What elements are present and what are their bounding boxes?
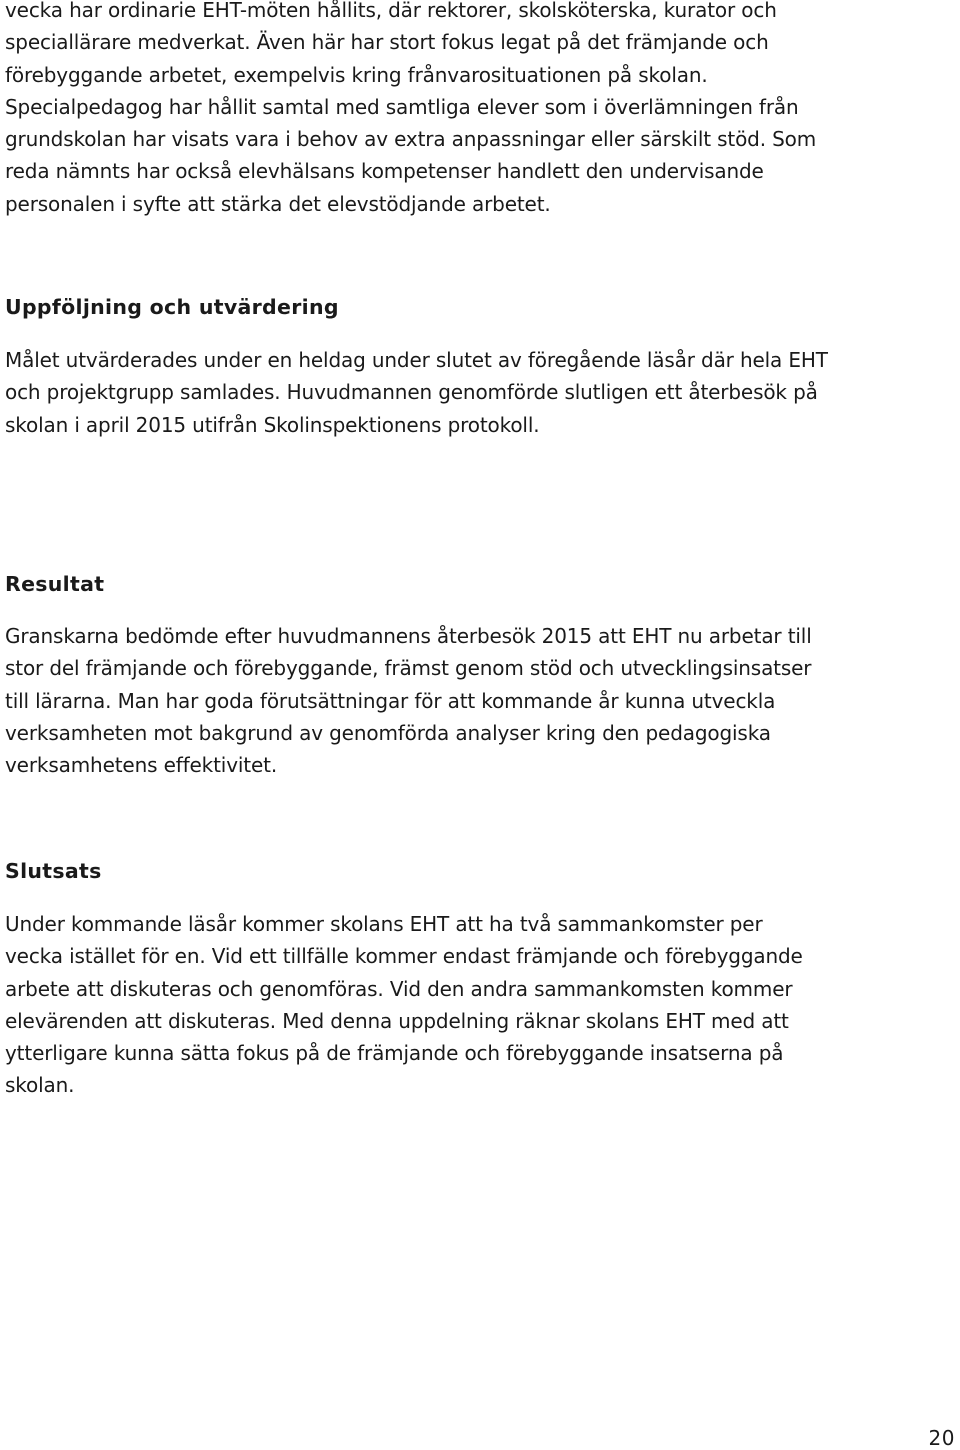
text-line: elevärenden att diskuteras. Med denna uppdelning räknar skolans EHT med att [5,1008,789,1033]
section-paragraph-resultat [5,620,812,781]
text-line: skolan i april 2015 utifrån Skolinspektionens protokoll. [5,412,540,437]
text-line: vecka har ordinarie EHT-möten hållits, där rektorer, skolsköterska, kurator och [5,0,777,22]
text-line: till lärarna. Man har goda förutsättningar för att kommande år kunna utveckla [5,688,776,713]
text-line: vecka istället för en. Vid ett tillfälle kommer endast främjande och förebyggande [5,944,803,969]
page-number: 20 [928,1426,955,1450]
text-line: speciallärare medverkat. Även här har stort fokus legat på det främjande och [5,30,769,55]
text-line: stor del främjande och förebyggande, främst genom stöd och utvecklingsinsatser [5,656,812,681]
section-heading-resultat: Resultat [5,572,105,596]
text-line: grundskolan har visats vara i behov av extra anpassningar eller särskilt stöd. Som [5,127,817,152]
text-line: arbete att diskuteras och genomföras. Vid den andra sammankomsten kommer [5,976,793,1001]
text-line: förebyggande arbetet, exempelvis kring frånvarosituationen på skolan. [5,62,708,87]
text-line: verksamhetens effektivitet. [5,753,278,778]
text-line: ytterligare kunna sätta fokus på de främjande och förebyggande insatserna på [5,1041,784,1066]
text-line: skolan. [5,1073,75,1098]
intro-paragraph [5,0,816,220]
text-line: Under kommande läsår kommer skolans EHT att ha två sammankomster per [5,912,763,936]
text-line: Målet utvärderades under en heldag under slutet av föregående läsår där hela EHT [5,348,828,372]
text-line: Specialpedagog har hållit samtal med samtliga elever som i överlämningen från [5,94,799,119]
text-line: och projektgrupp samlades. Huvudmannen genomförde slutligen ett återbesök på [5,380,818,405]
text-line: Granskarna bedömde efter huvudmannens återbesök 2015 att EHT nu arbetar till [5,624,812,648]
text-line: verksamheten mot bakgrund av genomförda analyser kring den pedagogiska [5,720,771,745]
section-heading-uppfoljning: Uppföljning och utvärdering [5,295,339,319]
section-heading-slutsats: Slutsats [5,859,102,883]
section-paragraph-slutsats [5,908,803,1102]
text-line: reda nämnts har också elevhälsans kompetenser handlett den undervisande [5,159,764,184]
section-paragraph-uppfoljning [5,344,828,441]
text-line: personalen i syfte att stärka det elevstödjande arbetet. [5,191,551,216]
